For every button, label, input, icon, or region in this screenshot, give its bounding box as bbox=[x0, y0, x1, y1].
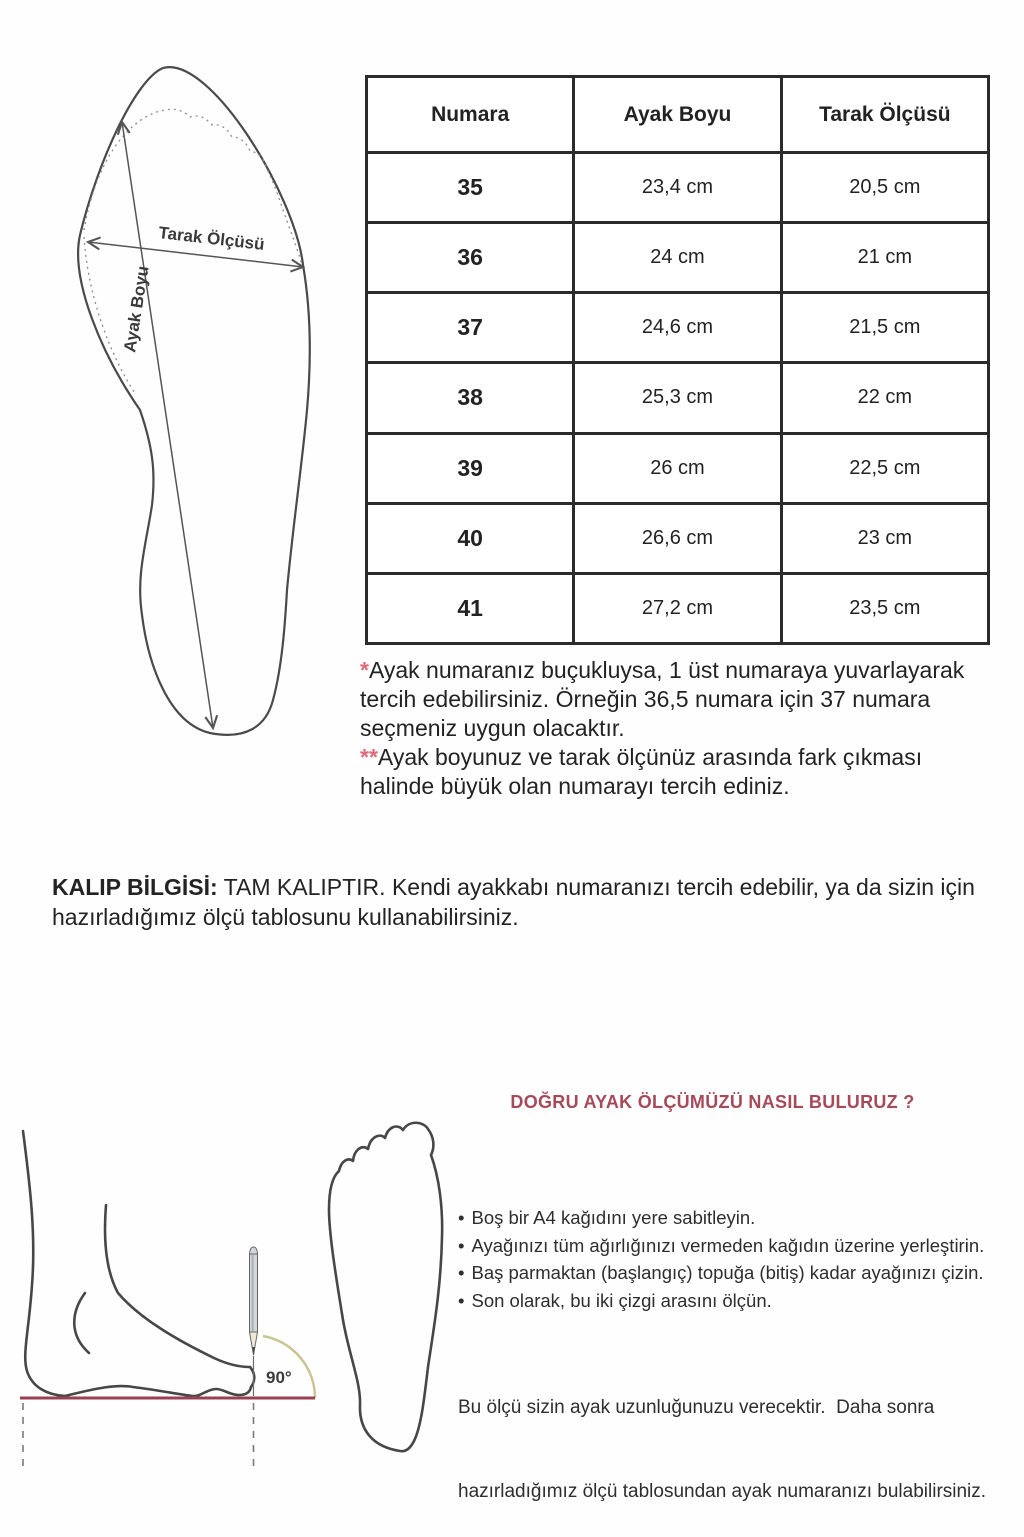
bullet-glyph: • bbox=[458, 1262, 465, 1283]
foot-width-cell: 22,5 cm bbox=[781, 433, 988, 503]
size-number-cell: 40 bbox=[367, 503, 574, 573]
foot-length-cell: 26 cm bbox=[574, 433, 781, 503]
step-text: Ayağınızı tüm ağırlığınızı vermeden kağıdın üzerine yerleştirin. bbox=[471, 1234, 985, 1256]
foot-width-cell: 23,5 cm bbox=[781, 573, 988, 643]
angle-arc bbox=[263, 1336, 315, 1398]
footnote-text: Ayak boyunuz ve tarak ölçünüz arasında fark çıkması bbox=[377, 744, 923, 770]
table-header-row bbox=[367, 77, 989, 153]
insole-outline bbox=[78, 67, 310, 735]
table-row bbox=[367, 223, 989, 293]
foot-width-label: Tarak Ölçüsü bbox=[157, 223, 266, 255]
footnote-text: Ayak numaranız buçukluysa, 1 üst numaraya yuvarlayarak bbox=[368, 657, 965, 683]
step-text: Boş bir A4 kağıdını yere sabitleyin. bbox=[471, 1207, 756, 1228]
foot-length-cell: 24 cm bbox=[574, 223, 781, 293]
size-number-cell: 37 bbox=[367, 293, 574, 363]
column-header-tarak-olcusu: Tarak Ölçüsü bbox=[781, 77, 988, 153]
insole-diagram bbox=[40, 55, 330, 755]
mold-info-line: hazırladığımız ölçü tablosunu kullanabilirsiniz. bbox=[52, 904, 519, 930]
foot-width-cell: 22 cm bbox=[781, 363, 988, 433]
table-row bbox=[367, 153, 989, 223]
table-row bbox=[367, 293, 989, 363]
column-header-ayak-boyu: Ayak Boyu bbox=[574, 77, 781, 153]
footnote-line bbox=[360, 656, 1020, 685]
footnote-line: seçmeniz uygun olacaktır. bbox=[360, 715, 625, 741]
foot-length-arrow bbox=[122, 122, 213, 728]
foot-width-cell: 21,5 cm bbox=[781, 293, 988, 363]
angle-label: 90° bbox=[266, 1368, 292, 1387]
size-number-cell: 35 bbox=[367, 153, 574, 223]
bullet-glyph: • bbox=[458, 1289, 465, 1311]
foot-length-cell: 27,2 cm bbox=[574, 573, 781, 643]
foot-length-label: Ayak Boyu bbox=[120, 264, 153, 354]
footnote-line: tercih edebilirsiniz. Örneğin 36,5 numara için 37 numara bbox=[360, 686, 931, 712]
foot-width-cell: 20,5 cm bbox=[781, 153, 988, 223]
measure-step bbox=[458, 1287, 984, 1315]
mold-info-line bbox=[52, 872, 1002, 902]
size-number-cell: 36 bbox=[367, 223, 574, 293]
bullet-glyph: • bbox=[458, 1234, 465, 1256]
table-row bbox=[367, 503, 989, 573]
footprint-outline-diagram bbox=[315, 1115, 460, 1465]
size-number-cell: 39 bbox=[367, 433, 574, 503]
instep-outline bbox=[105, 1205, 254, 1387]
size-table bbox=[365, 75, 990, 645]
step-text: Son olarak, bu iki çizgi arasını ölçün. bbox=[471, 1289, 772, 1311]
foot-length-cell: 25,3 cm bbox=[574, 363, 781, 433]
mold-info-label: KALIP BİLGİSİ: bbox=[52, 874, 218, 900]
footnote-marker: * bbox=[360, 657, 369, 683]
column-header-numara: Numara bbox=[367, 77, 574, 153]
measure-step bbox=[458, 1232, 984, 1260]
foot-side-view-diagram bbox=[5, 1125, 335, 1485]
footprint-outline bbox=[329, 1123, 442, 1451]
footnote-marker: ** bbox=[360, 744, 378, 770]
pencil-icon bbox=[250, 1247, 258, 1396]
measure-result bbox=[458, 1338, 986, 1537]
table-row bbox=[367, 433, 989, 503]
foot-width-cell: 23 cm bbox=[781, 503, 988, 573]
table-row bbox=[367, 363, 989, 433]
measure-step bbox=[458, 1259, 984, 1287]
result-line: hazırladığımız ölçü tablosundan ayak numaranızı bulabilirsiniz. bbox=[458, 1481, 987, 1502]
footnote-line bbox=[360, 743, 1020, 772]
measure-step bbox=[458, 1204, 984, 1232]
bullet-glyph: • bbox=[458, 1207, 465, 1228]
foot-length-cell: 24,6 cm bbox=[574, 293, 781, 363]
size-number-cell: 38 bbox=[367, 363, 574, 433]
ankle-detail-line bbox=[74, 1293, 89, 1353]
result-line: Bu ölçü sizin ayak uzunluğunuzu verecektir. Daha sonra bbox=[458, 1397, 935, 1418]
measure-guide-heading: DOĞRU AYAK ÖLÇÜMÜZÜ NASIL BULURUZ ? bbox=[510, 1092, 915, 1112]
foot-length-cell: 23,4 cm bbox=[574, 153, 781, 223]
step-text: Baş parmaktan (başlangıç) topuğa (bitiş) kadar ayağınızı çizin. bbox=[471, 1262, 984, 1283]
size-footnotes bbox=[360, 656, 1020, 801]
foot-length-cell: 26,6 cm bbox=[574, 503, 781, 573]
table-row bbox=[367, 573, 989, 643]
footnote-line: halinde büyük olan numarayı tercih ediniz. bbox=[360, 773, 790, 799]
mold-info-text: TAM KALIPTIR. Kendi ayakkabı numaranızı tercih edebilir, ya da sizin için bbox=[217, 874, 975, 900]
foot-profile-outline bbox=[23, 1131, 251, 1396]
measure-steps bbox=[458, 1204, 984, 1314]
size-number-cell: 41 bbox=[367, 573, 574, 643]
mold-info bbox=[52, 872, 1002, 932]
foot-width-cell: 21 cm bbox=[781, 223, 988, 293]
